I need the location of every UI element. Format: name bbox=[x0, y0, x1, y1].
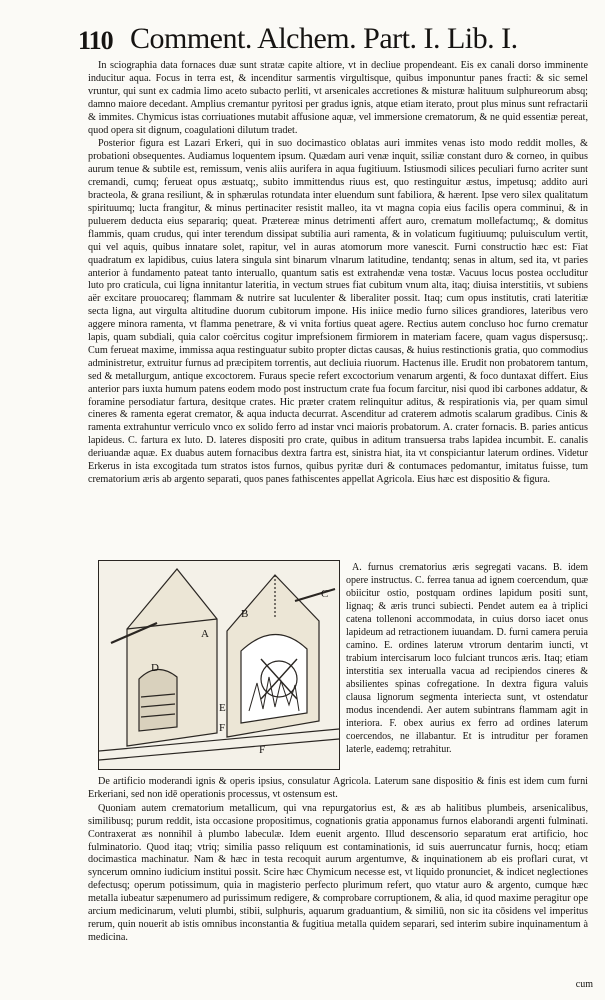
figure-caption bbox=[346, 561, 588, 773]
figure-label-f-second: F bbox=[259, 744, 266, 756]
body-text-top bbox=[88, 60, 588, 557]
paragraph: Posterior figura est Lazari Erkeri, qui in suo docimastico oblatas auri immites venas isto modo reddit molles, & probationi obsequentes. Audiamus loquentem ipsum. Quædam auri venæ inquit, ssiliæ constant duro & corneo, in quibus aurum tenue & subtile est, remissum, venis aliis aurifera in aqua fugitiuum. Istiusmodi silices peculiari furno acriter sunt cremandi, cumq; ferueat opus æstuatq;, subito immittendus riuus est, quo restinguitur æstus, impetusq; addito auri bracteola, & grana resiliunt, & in sphærulas rotundata inter eluendum sunt fabiliora, & hærent. Ipse vero silex qualitatum spirituumq; lucta frangitur, & minus pertinaciter resistit malleo, ita vt magna copia eius facilis opera comminui, & in puluerem deducta eius separariq; queat. Prætereæ minus detrimenti affert auro, crematum mollefactumq;, & domitus flammis, quam crudus, qui inter terendum dissipat subtilia auri ramenta, & in volaticum fugitiuumq; puluisculum vertit, qui vel aquis, quibus innatare solet, rapitur, vel in auras atomorum more vanescit. Furni constructio hæc est: Fiat quadratum ex lapidibus, cuius latera singula sint binarum vlnarum latitudine, tendantq; senas in altum, sed ita, vt paries anterior à fundamento pateat tanto interuallo, quantum satis est extrahendæ vena tostæ. Vacuus locus postea occluditur luto pro craticula, cui ligna innitantur lateritia, in vectum strues fiat cubitum vnum alta, itaq; diuisa interstitiis, vt subiens aër excitare prouocareq; flammam & nutrire sat luculenter & liberaliter possit. Itaq; cum opus institutis, crati lateritiæ secta ligna, aut virgulta altitudine duorum cubitorum impone. His iniice medio furno silices grandiores, lateribus vero aggere minora ramenta, vt flamma penetrare, & vi vnita fortius queat agere. Rectius autem concluso hoc furno crematur lapis, quam subdiali, quia calor coërcitus cogitur imprefsionem firmiorem in materiam facere, quam vagus dispersusq;. Cum ferueat maxime, immissa aqua restinguatur subito propter dictas causas, & huius restinctionis gratia, quo commodius administretur, extruitur furnus ad præcipitem torrentis, aut decliuia riuorum. Hactenus ille. Erudit non probatorem tantum, sed & metallurgum, antique excoctorem. Furaus specie refert excoctorium venarum argenti, & foco duntaxat differt. Eius anterior pars iuxta humum patens eodem modo post instructum crate fua focum farcitur, nisi quod ibi carbones addatur, & foramine persodiatur fartura, desitque crates. Hic præter cratem relinquitur aditus, & respirationis via, per quam simul cineres & ramenta egerat cremator, & aqua inducta decurrat. Ascenditur ad craterem admotis scalarum gradibus. Cinis & ramenta extrahuntur verriculo vnco ex solido ferro ad instar vnci maioris probatorum. A. crater fornacis. B. paries anticus lapideus. C. fartura ex luto. D. lateres dispositi pro crate, quibus in aditum transuersa trabs lapidea incumbit. E. canalis deriuandæ aquæ. Ex duabus autem fornacibus dextra fartra est, sinistra hiat, ita vt conspiciantur laterum ordines. Videtur Erkerus in ista excogitada tum stratos istos furnos, quibus pyritæ duri & contumaces pedomantur, imitatus fuisse, tum crematorium æris ab argento separati, quos panes fathiscentes appellat Agricola. Eius hæc est dispositio & figura. bbox=[88, 138, 588, 485]
figure-label-a: A bbox=[201, 628, 209, 640]
page-header bbox=[78, 22, 578, 62]
caption-paragraph: A. furnus crematorius æris segregati vacans. B. idem opere instructus. C. ferrea tanua ad ignem coercendum, quæ obiicitur ostio, postquam ordines lapidum positi sunt, lignaq; & æris trunci subiecti. Pendet autem ea à triplici catena tollenoni accommodata, in cuius dorso iacet onus lapideum ad retractionem iuuandam. D. furni camera peruia camino. E. ordines lateruм vtrorum dentarim iuncti, vt trabium intercisarum loco fulciant truncos æris. Itaq; etiam interstitia sex interualla vacua ad recipiendos cineres & absilientes spinas cofregatione. In dextra figura valuis clausa lignorum segmenta interiecta sunt, vt ostendatur modus incendendi. Aer autem subintrans flammam agit in interiora. F. obex aurius ex ferro ad ordines laterum coercendos, ne illabantur. Et is intruditur per foramen laterle, eademq; retrahitur. bbox=[346, 562, 588, 755]
paragraph: Quoniam autem crematorium metallicum, qui vna repurgatorius est, & æs ab halitibus plumbeis, arsenicalibus, similibusq; purum reddit, ista occasione propositimus, cognationis gratia apponamus furnos elaborandi argenti fulminati. Contraxerat æs nonnihil à plumbo labeculæ. Idem euenit argento. Illud descensorio separatum erat artificio, hoc fulminatorio. Quod itaq; vtriq; similia passo reliquum est contaminationis, id suis auerruncatur furnis, hocq; etiam docimastica machinatur. Nam & hæc in testa recoquit aurum argentumve, & inquinationem ab eis proflari curat, vt syncerum omnino iudicium institui possit. Scire hæc Chymicum necesse est, vt liquido pronunciet, & indicet neglectiones defectusq; operum potissimum, quia in magisterio perfecto plurimum refert, quo vtatur auro & argento, cumque hæc metalla iubeatur sæpenumero ad purissimum redigere, & comprobare corruptionem, & alia, id quod maxime peragitur ope arcium medicinarum, veluti plumbi, stibii, sulphuris, aquarum graduantium, & similiū, non sic ita cōsidens vel imperitus rerum, quin nouerit ab istis omnibus inconstantia & fugitiua metalla quidem separari, sed interim subire inquinamentum à medicina. bbox=[88, 802, 588, 943]
folio-number: 110 bbox=[78, 26, 113, 55]
figure-label-b: B bbox=[241, 608, 249, 620]
paragraph: De artificio moderandi ignis & operis ipsius, consulatur Agricola. Laterum sane dispositio & finis est idem cum furni Erkeriani, sed non idē operationis processus, vt ostensum est. bbox=[88, 776, 588, 800]
body-text-bottom bbox=[88, 776, 588, 976]
figure-label-c: C bbox=[321, 588, 329, 600]
figure-label-d: D bbox=[151, 662, 159, 674]
paragraph: In sciographia data fornaces duæ sunt stratæ capite altiore, vt in decliue propendeant. Eis ex canali dorso imminente inducitur aqua. Focus in terra est, & incenditur sarmentis virgultisque, quibus imponuntur panes fracti: & sic semel vruntur, qui sunt ex cadmia limo aceto subacto perliti, vt arsenicales accretiones & misturæ halituum sulphureorum absq; damno maiore decedant. Amplius cremantur pyritosi per gradus ignis, atque etiam iterato, prout plus minus sunt refractarii & immites. Chymicus istas corriuationes mutabit affusione aquæ, vel immersione crematorum, & ne quid essentiæ pereat, quod opera sit dignum, coagulationi dilutum tradet. bbox=[88, 60, 588, 136]
figure-label-f: F bbox=[219, 722, 226, 734]
furnace-illustration bbox=[99, 561, 339, 769]
furnace-woodcut-figure bbox=[98, 560, 340, 770]
catchword: cum bbox=[575, 979, 593, 990]
figure-label-e: E bbox=[219, 702, 226, 714]
running-head: Comment. Alchem. Part. I. Lib. I. bbox=[130, 22, 518, 55]
